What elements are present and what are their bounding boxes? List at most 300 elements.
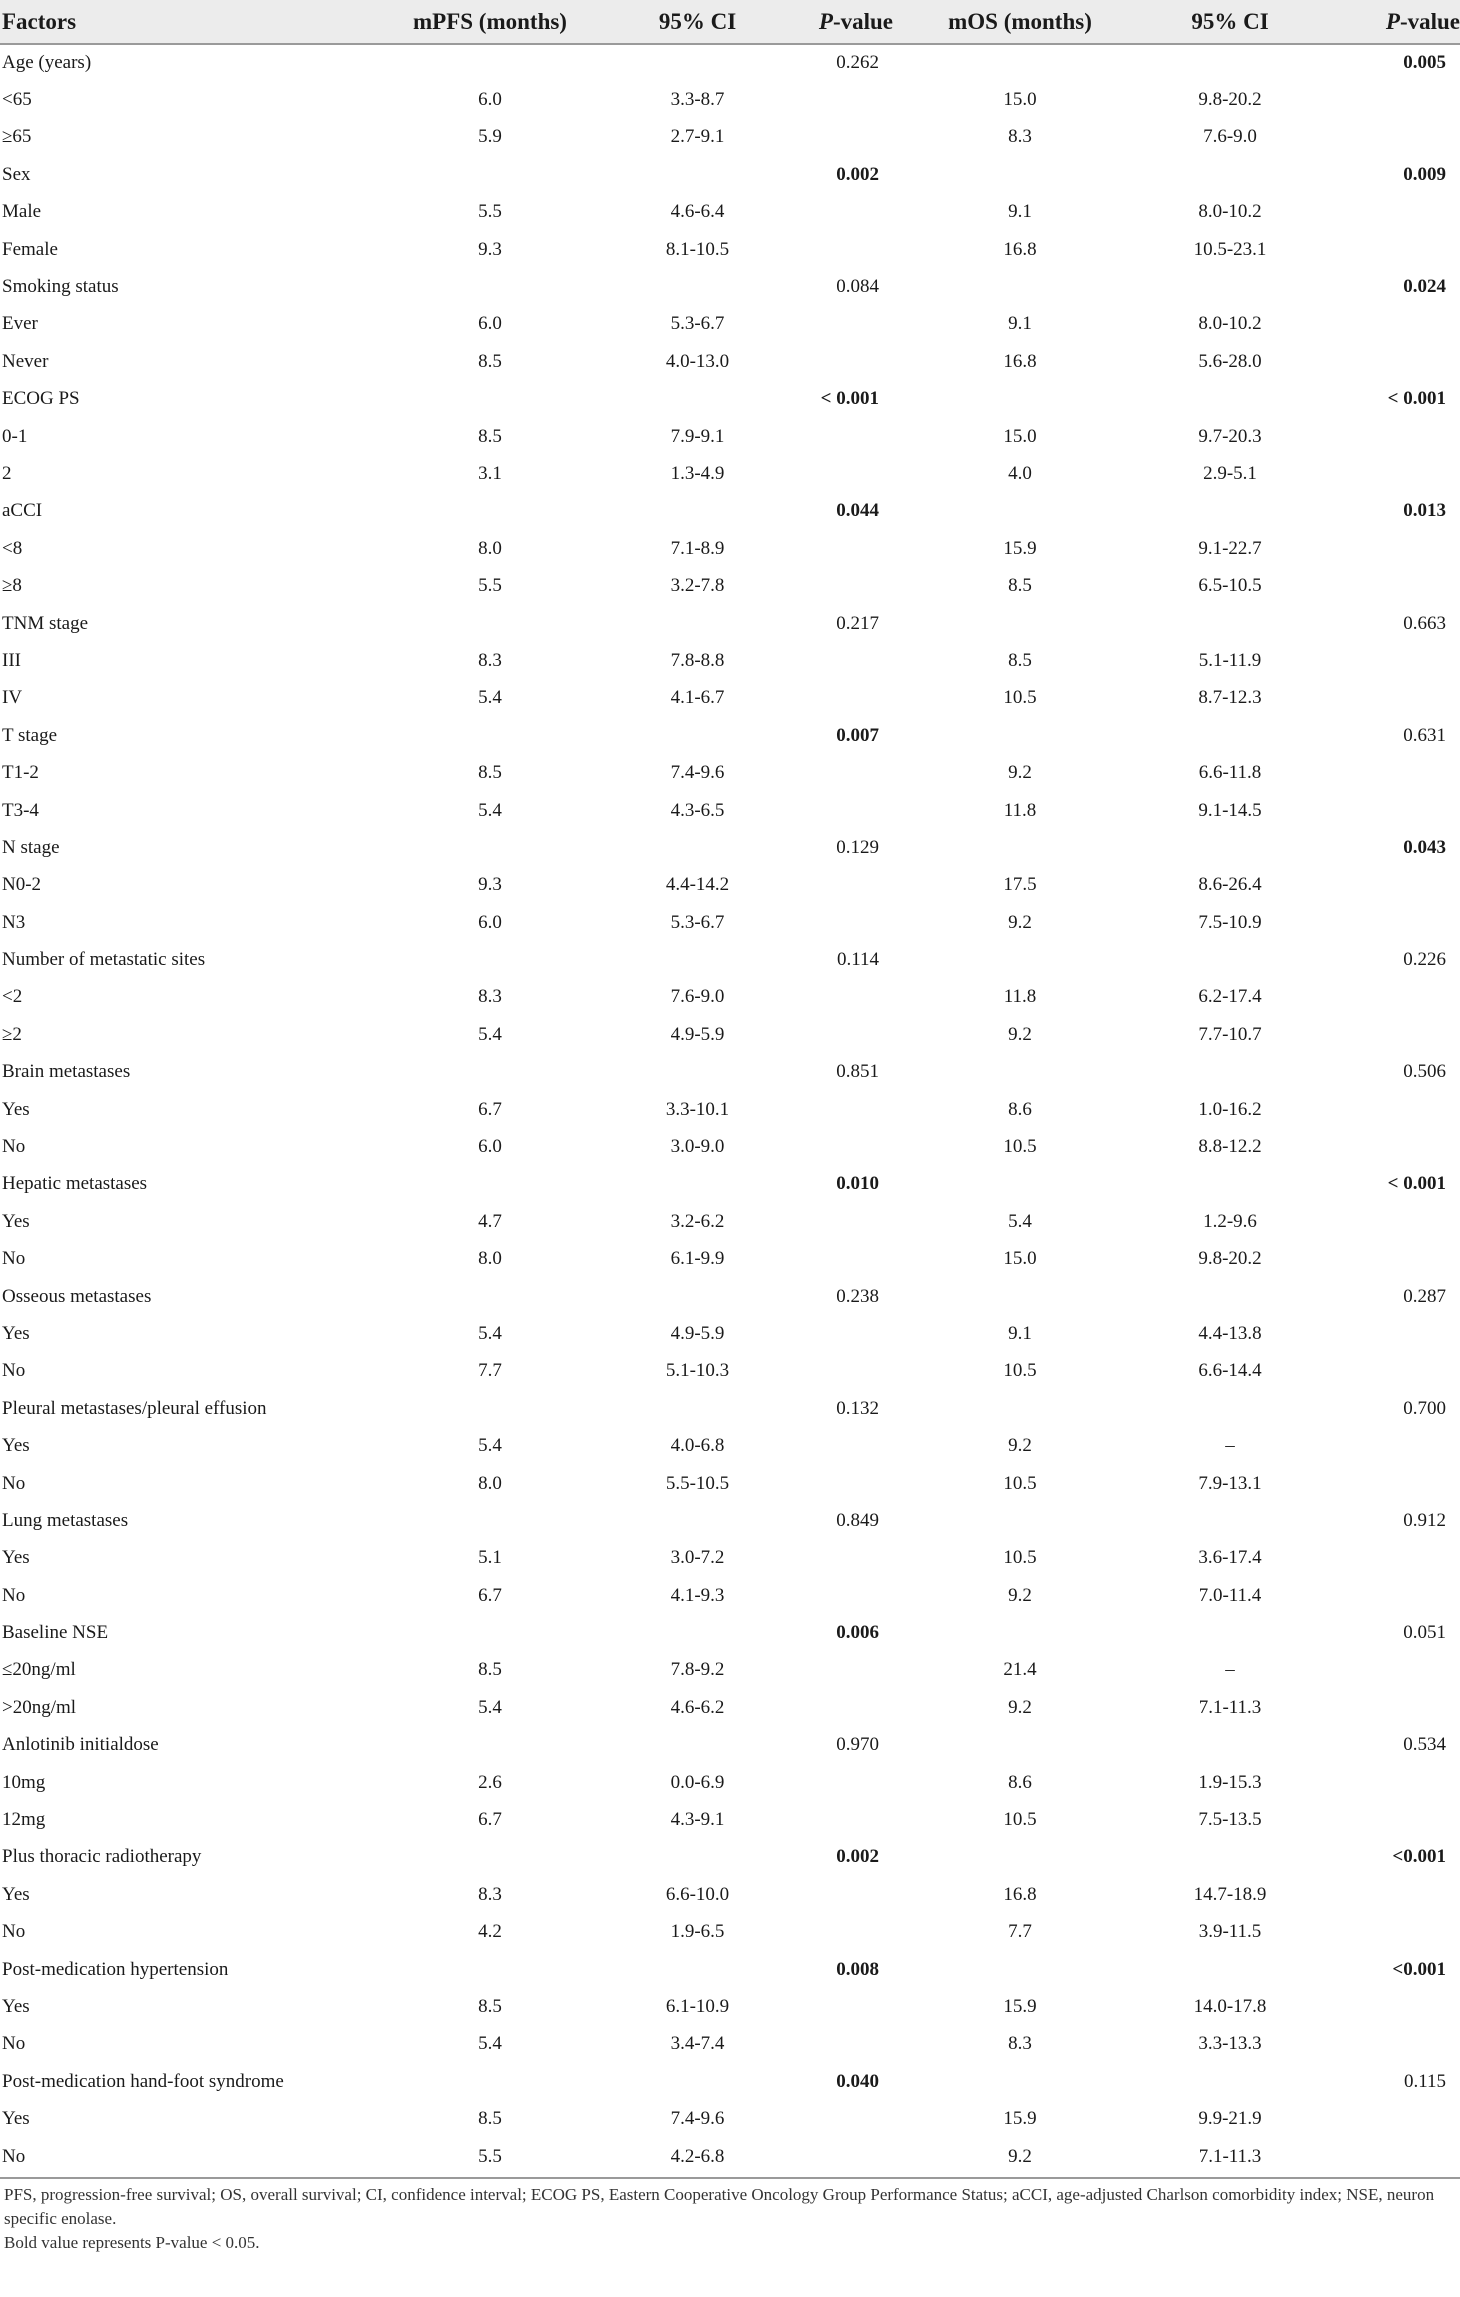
- p-pfs-cell: 0.129: [836, 836, 879, 858]
- p-os-cell: [1315, 1241, 1460, 1278]
- p-os-cell: 0.009: [1403, 163, 1446, 185]
- p-pfs-cell: [780, 754, 895, 791]
- table-row: [0, 605, 1460, 642]
- mos-cell: 10.5: [1003, 1547, 1037, 1569]
- p-os-cell: 0.534: [1403, 1734, 1446, 1756]
- mos-cell: 9.2: [1008, 911, 1032, 933]
- table-row: [0, 1764, 1460, 1801]
- mpfs-cell: [365, 2063, 615, 2100]
- p-os-cell: [1315, 567, 1460, 604]
- table-row: [0, 1801, 1460, 1838]
- p-pfs-cell: [780, 1914, 895, 1951]
- ci-os-cell: 8.0-10.2: [1198, 201, 1262, 223]
- mpfs-cell: 6.7: [478, 1098, 502, 1120]
- factor-cell: Sex: [2, 163, 31, 185]
- p-os-cell: [1315, 1689, 1460, 1726]
- p-pfs-cell: 0.849: [836, 1509, 879, 1531]
- ci-os-cell: 7.9-13.1: [1198, 1472, 1262, 1494]
- mpfs-cell: [365, 268, 615, 305]
- mos-cell: 8.5: [1008, 575, 1032, 597]
- ci-os-cell: 9.7-20.3: [1198, 425, 1262, 447]
- p-pfs-cell: < 0.001: [820, 388, 879, 410]
- factor-cell: 0-1: [2, 425, 28, 447]
- p-pfs-cell: [780, 642, 895, 679]
- p-pfs-cell: 0.238: [836, 1285, 879, 1307]
- table-row: [0, 306, 1460, 343]
- mos-cell: 15.0: [1003, 425, 1037, 447]
- mos-cell: 10.5: [1003, 1136, 1037, 1158]
- mos-cell: 11.8: [1003, 799, 1037, 821]
- ci-os-cell: 5.6-28.0: [1198, 350, 1262, 372]
- ci-os-cell: 9.1-14.5: [1198, 799, 1262, 821]
- table-row: [0, 2026, 1460, 2063]
- ci-os-cell: 10.5-23.1: [1193, 238, 1267, 260]
- factor-cell: Age (years): [2, 52, 92, 74]
- mos-cell: [895, 605, 1145, 642]
- p-pfs-cell: [780, 792, 895, 829]
- ci-pfs-cell: [615, 1614, 780, 1651]
- factor-cell: T3-4: [2, 799, 39, 821]
- p-pfs-cell: [780, 418, 895, 455]
- header-p-os: [1315, 0, 1460, 44]
- table-row: [0, 1315, 1460, 1352]
- mpfs-cell: [365, 1839, 615, 1876]
- mos-cell: [895, 717, 1145, 754]
- mpfs-cell: 4.2: [478, 1921, 502, 1943]
- mos-cell: 15.9: [1003, 2108, 1037, 2130]
- mpfs-cell: 8.3: [478, 1883, 502, 1905]
- ci-pfs-cell: 2.7-9.1: [670, 126, 725, 148]
- ci-os-cell: [1145, 44, 1315, 81]
- ci-pfs-cell: 7.8-9.2: [670, 1659, 725, 1681]
- ci-pfs-cell: [615, 605, 780, 642]
- ci-pfs-cell: 5.5-10.5: [665, 1472, 730, 1494]
- mpfs-cell: 5.4: [478, 687, 502, 709]
- factor-cell: Pleural metastases/pleural effusion: [2, 1397, 267, 1419]
- ci-os-cell: [1145, 1054, 1315, 1091]
- mpfs-cell: [365, 1278, 615, 1315]
- p-pfs-cell: [780, 1652, 895, 1689]
- p-os-cell: [1315, 455, 1460, 492]
- ci-pfs-cell: [615, 1839, 780, 1876]
- ci-os-cell: 8.7-12.3: [1198, 687, 1262, 709]
- p-pfs-cell: 0.007: [836, 724, 879, 746]
- mpfs-cell: [365, 156, 615, 193]
- mpfs-cell: 6.0: [478, 313, 502, 335]
- table-row: [0, 1353, 1460, 1390]
- p-os-cell: [1315, 231, 1460, 268]
- ci-os-cell: 7.1-11.3: [1198, 2145, 1262, 2167]
- ci-os-cell: 3.3-13.3: [1198, 2033, 1262, 2055]
- p-pfs-cell: 0.040: [836, 2070, 879, 2092]
- factor-cell: Post-medication hand-foot syndrome: [2, 2070, 284, 2092]
- table-row: [0, 194, 1460, 231]
- factor-cell: >20ng/ml: [2, 1696, 77, 1718]
- mpfs-cell: 3.1: [478, 462, 502, 484]
- p-pfs-cell: [780, 1876, 895, 1913]
- p-os-cell: [1315, 1914, 1460, 1951]
- p-pfs-cell: [780, 1577, 895, 1614]
- ci-pfs-cell: [615, 1054, 780, 1091]
- factor-cell: TNM stage: [2, 612, 89, 634]
- factor-cell: <65: [2, 89, 32, 111]
- mos-cell: [895, 156, 1145, 193]
- mpfs-cell: [365, 1502, 615, 1539]
- factor-cell: No: [2, 1360, 26, 1382]
- ci-pfs-cell: 8.1-10.5: [665, 238, 730, 260]
- factor-cell: Smoking status: [2, 276, 119, 298]
- ci-pfs-cell: 4.6-6.2: [670, 1696, 725, 1718]
- factor-cell: No: [2, 2145, 26, 2167]
- mpfs-cell: [365, 1614, 615, 1651]
- ci-pfs-cell: 3.3-10.1: [665, 1098, 730, 1120]
- p-pfs-cell: [780, 1353, 895, 1390]
- p-os-cell: [1315, 1465, 1460, 1502]
- factor-cell: Post-medication hypertension: [2, 1958, 229, 1980]
- ci-os-cell: [1145, 941, 1315, 978]
- mpfs-cell: 8.5: [478, 425, 502, 447]
- factor-cell: Yes: [2, 2108, 30, 2130]
- mos-cell: 16.8: [1003, 238, 1037, 260]
- mpfs-cell: 9.3: [478, 874, 502, 896]
- ci-os-cell: [1145, 2063, 1315, 2100]
- table-row: [0, 156, 1460, 193]
- mos-cell: [895, 1502, 1145, 1539]
- mpfs-cell: 5.5: [478, 575, 502, 597]
- mpfs-cell: 6.7: [478, 1809, 502, 1831]
- p-pfs-cell: [780, 1016, 895, 1053]
- ci-os-cell: [1145, 717, 1315, 754]
- table-row: [0, 1390, 1460, 1427]
- mpfs-cell: [365, 605, 615, 642]
- ci-os-cell: 6.2-17.4: [1198, 986, 1262, 1008]
- ci-pfs-cell: 0.0-6.9: [670, 1771, 725, 1793]
- ci-os-cell: 3.9-11.5: [1198, 1921, 1262, 1943]
- table-bottom-rule: [0, 2177, 1460, 2179]
- p-os-cell: 0.051: [1403, 1622, 1446, 1644]
- mpfs-cell: 8.3: [478, 649, 502, 671]
- mos-cell: 7.7: [1008, 1921, 1032, 1943]
- mos-cell: [895, 381, 1145, 418]
- p-pfs-cell: [780, 1465, 895, 1502]
- ci-pfs-cell: [615, 1166, 780, 1203]
- mos-cell: [895, 1839, 1145, 1876]
- p-pfs-cell: [780, 1427, 895, 1464]
- p-pfs-cell: [780, 81, 895, 118]
- p-pfs-cell: [780, 1764, 895, 1801]
- mos-cell: 9.2: [1008, 762, 1032, 784]
- p-os-cell: [1315, 792, 1460, 829]
- p-os-cell: [1315, 2100, 1460, 2137]
- ci-pfs-cell: 1.9-6.5: [670, 1921, 725, 1943]
- mpfs-cell: 5.4: [478, 1696, 502, 1718]
- mpfs-cell: 6.0: [478, 1136, 502, 1158]
- mpfs-cell: 8.0: [478, 1472, 502, 1494]
- ci-pfs-cell: 3.0-7.2: [670, 1547, 725, 1569]
- table-row: [0, 1465, 1460, 1502]
- p-os-cell: 0.663: [1403, 612, 1446, 634]
- ci-pfs-cell: 4.2-6.8: [670, 2145, 725, 2167]
- mos-cell: [895, 1054, 1145, 1091]
- mos-cell: 9.1: [1008, 1322, 1032, 1344]
- factor-cell: No: [2, 1472, 26, 1494]
- ci-pfs-cell: 4.9-5.9: [670, 1322, 725, 1344]
- factor-cell: Plus thoracic radiotherapy: [2, 1846, 202, 1868]
- factor-cell: Yes: [2, 1883, 30, 1905]
- p-pfs-cell: [780, 530, 895, 567]
- ci-pfs-cell: 4.0-13.0: [665, 350, 730, 372]
- p-pfs-cell: [780, 904, 895, 941]
- mos-cell: [895, 829, 1145, 866]
- p-os-cell: <0.001: [1392, 1958, 1446, 1980]
- p-pfs-cell: [780, 680, 895, 717]
- ci-pfs-cell: [615, 381, 780, 418]
- mpfs-cell: [365, 381, 615, 418]
- p-pfs-cell: [780, 1988, 895, 2025]
- table-row: [0, 493, 1460, 530]
- mos-cell: [895, 493, 1145, 530]
- p-os-cell: < 0.001: [1387, 1173, 1446, 1195]
- ci-pfs-cell: 5.3-6.7: [670, 911, 725, 933]
- ci-pfs-cell: 6.6-10.0: [665, 1883, 730, 1905]
- mpfs-cell: 5.4: [478, 1322, 502, 1344]
- p-os-cell: 0.013: [1403, 500, 1446, 522]
- p-os-cell: [1315, 1764, 1460, 1801]
- p-pfs-cell: 0.044: [836, 500, 879, 522]
- ci-pfs-cell: 3.2-6.2: [670, 1210, 725, 1232]
- mos-cell: 10.5: [1003, 1360, 1037, 1382]
- mpfs-cell: 5.9: [478, 126, 502, 148]
- table-footnote: [4, 2183, 1456, 2255]
- ci-pfs-cell: 1.3-4.9: [670, 462, 725, 484]
- ci-os-cell: 9.9-21.9: [1198, 2108, 1262, 2130]
- table-row: [0, 1016, 1460, 1053]
- p-pfs-cell: [780, 1540, 895, 1577]
- p-pfs-cell: 0.002: [836, 163, 879, 185]
- header-ci-os: 95% CI: [1145, 0, 1315, 44]
- p-os-cell: 0.631: [1403, 724, 1446, 746]
- table-row: [0, 2138, 1460, 2175]
- table-row: [0, 1203, 1460, 1240]
- p-pfs-cell: 0.008: [836, 1958, 879, 1980]
- table-row: [0, 1166, 1460, 1203]
- factor-cell: No: [2, 1921, 26, 1943]
- ci-os-cell: 6.6-11.8: [1198, 762, 1262, 784]
- ci-pfs-cell: 4.4-14.2: [665, 874, 730, 896]
- ci-os-cell: 3.6-17.4: [1198, 1547, 1262, 1569]
- p-os-cell: 0.912: [1403, 1509, 1446, 1531]
- factor-cell: 2: [2, 462, 12, 484]
- mos-cell: [895, 1390, 1145, 1427]
- p-pfs-cell: 0.970: [836, 1734, 879, 1756]
- mos-cell: 9.2: [1008, 1435, 1032, 1457]
- p-os-cell: 0.005: [1403, 52, 1446, 74]
- ci-os-cell: 4.4-13.8: [1198, 1322, 1262, 1344]
- ci-os-cell: 7.6-9.0: [1203, 126, 1257, 148]
- table-row: [0, 1876, 1460, 1913]
- table-row: [0, 2063, 1460, 2100]
- mpfs-cell: 5.4: [478, 2033, 502, 2055]
- mos-cell: 9.2: [1008, 1696, 1032, 1718]
- table-row: [0, 119, 1460, 156]
- table-row: [0, 829, 1460, 866]
- p-os-cell: 0.506: [1403, 1061, 1446, 1083]
- table-row: [0, 1278, 1460, 1315]
- mpfs-cell: [365, 1390, 615, 1427]
- factor-cell: ≥8: [2, 575, 22, 597]
- header-p-pfs: [780, 0, 895, 44]
- mpfs-cell: 2.6: [478, 1771, 502, 1793]
- p-pfs-cell: [780, 1801, 895, 1838]
- ci-os-cell: [1145, 1390, 1315, 1427]
- p-pfs-cell: 0.217: [836, 612, 879, 634]
- table-row: [0, 1128, 1460, 1165]
- p-pfs-cell: [780, 455, 895, 492]
- ci-pfs-cell: 5.1-10.3: [665, 1360, 730, 1382]
- ci-pfs-cell: [615, 829, 780, 866]
- p-pfs-cell: [780, 867, 895, 904]
- ci-os-cell: [1145, 1502, 1315, 1539]
- mpfs-cell: 8.0: [478, 537, 502, 559]
- p-pfs-cell: 0.006: [836, 1622, 879, 1644]
- ci-os-cell: [1145, 1727, 1315, 1764]
- p-os-cell: <0.001: [1392, 1846, 1446, 1868]
- mos-cell: 9.2: [1008, 1023, 1032, 1045]
- table-row: [0, 418, 1460, 455]
- mos-cell: 8.6: [1008, 1098, 1032, 1120]
- ci-pfs-cell: 4.6-6.4: [670, 201, 725, 223]
- table-row: [0, 455, 1460, 492]
- mos-cell: [895, 1278, 1145, 1315]
- table-row: [0, 268, 1460, 305]
- p-pfs-cell: [780, 343, 895, 380]
- ci-os-cell: 7.5-13.5: [1198, 1809, 1262, 1831]
- ci-os-cell: 7.0-11.4: [1198, 1584, 1262, 1606]
- p-os-cell: [1315, 194, 1460, 231]
- ci-os-cell: 14.0-17.8: [1193, 1996, 1267, 2017]
- factor-cell: Yes: [2, 1435, 30, 1457]
- p-os-cell: [1315, 418, 1460, 455]
- mpfs-cell: 8.3: [478, 986, 502, 1008]
- ci-os-cell: [1145, 829, 1315, 866]
- factor-cell: Lung metastases: [2, 1509, 129, 1531]
- ci-pfs-cell: 7.4-9.6: [670, 762, 725, 784]
- mpfs-cell: [365, 1054, 615, 1091]
- ci-pfs-cell: 7.8-8.8: [670, 649, 725, 671]
- ci-pfs-cell: [615, 941, 780, 978]
- mos-cell: 8.5: [1008, 649, 1032, 671]
- ci-pfs-cell: 6.1-10.9: [665, 1996, 730, 2017]
- p-pfs-cell: [780, 979, 895, 1016]
- ci-os-cell: [1145, 1166, 1315, 1203]
- mos-cell: 9.1: [1008, 201, 1032, 223]
- ci-os-cell: 8.8-12.2: [1198, 1136, 1262, 1158]
- ci-pfs-cell: 4.1-6.7: [670, 687, 725, 709]
- footnote-bold-note: Bold value represents P-value < 0.05.: [4, 2233, 260, 2252]
- table-row: [0, 1839, 1460, 1876]
- mpfs-cell: 5.5: [478, 201, 502, 223]
- table-row: [0, 1988, 1460, 2025]
- p-pfs-cell: [780, 567, 895, 604]
- mos-cell: 10.5: [1003, 687, 1037, 709]
- factor-cell: No: [2, 1584, 26, 1606]
- p-pfs-cell: [780, 1241, 895, 1278]
- p-os-cell: [1315, 979, 1460, 1016]
- mos-cell: 9.2: [1008, 2145, 1032, 2167]
- ci-pfs-cell: 4.1-9.3: [670, 1584, 725, 1606]
- mpfs-cell: 4.7: [478, 1210, 502, 1232]
- mpfs-cell: 8.5: [478, 1996, 502, 2017]
- ci-pfs-cell: 3.3-8.7: [670, 89, 725, 111]
- ci-os-cell: [1145, 381, 1315, 418]
- ci-pfs-cell: 4.9-5.9: [670, 1023, 725, 1045]
- table-row: [0, 1727, 1460, 1764]
- mos-cell: 8.6: [1008, 1771, 1032, 1793]
- mpfs-cell: 5.4: [478, 799, 502, 821]
- p-os-cell: [1315, 530, 1460, 567]
- p-os-cell: [1315, 680, 1460, 717]
- ci-os-cell: 6.6-14.4: [1198, 1360, 1262, 1382]
- mpfs-cell: [365, 1951, 615, 1988]
- factor-cell: Brain metastases: [2, 1061, 131, 1083]
- header-ci-pfs: 95% CI: [615, 0, 780, 44]
- ci-os-cell: [1145, 1839, 1315, 1876]
- p-pfs-cell: [780, 1203, 895, 1240]
- table-row: [0, 642, 1460, 679]
- p-pfs-cell: [780, 1091, 895, 1128]
- factor-cell: Ever: [2, 313, 38, 335]
- ci-pfs-cell: 7.4-9.6: [670, 2108, 725, 2130]
- p-os-cell: [1315, 1128, 1460, 1165]
- factor-cell: IV: [2, 687, 23, 709]
- ci-pfs-cell: 4.3-6.5: [670, 799, 725, 821]
- factor-cell: Yes: [2, 1996, 30, 2017]
- ci-pfs-cell: [615, 493, 780, 530]
- ci-pfs-cell: [615, 44, 780, 81]
- factor-cell: Baseline NSE: [2, 1622, 109, 1644]
- p-pfs-cell: [780, 2026, 895, 2063]
- factor-cell: N3: [2, 911, 26, 933]
- ci-os-cell: 8.6-26.4: [1198, 874, 1262, 896]
- ci-pfs-cell: [615, 1390, 780, 1427]
- factor-cell: Yes: [2, 1547, 30, 1569]
- mpfs-cell: [365, 44, 615, 81]
- p-os-cell: [1315, 343, 1460, 380]
- factor-cell: Male: [2, 201, 42, 223]
- mos-cell: 5.4: [1008, 1210, 1032, 1232]
- mos-cell: 15.9: [1003, 537, 1037, 559]
- mpfs-cell: 5.5: [478, 2145, 502, 2167]
- table-row: [0, 1914, 1460, 1951]
- table-row: [0, 231, 1460, 268]
- factor-cell: No: [2, 2033, 26, 2055]
- p-os-cell: 0.700: [1403, 1397, 1446, 1419]
- mos-cell: 9.2: [1008, 1584, 1032, 1606]
- factor-cell: Hepatic metastases: [2, 1173, 148, 1195]
- ci-pfs-cell: 4.3-9.1: [670, 1809, 725, 1831]
- mpfs-cell: [365, 829, 615, 866]
- table-row: [0, 941, 1460, 978]
- p-pfs-cell: 0.132: [836, 1397, 879, 1419]
- mos-cell: 9.1: [1008, 313, 1032, 335]
- factor-cell: T1-2: [2, 762, 39, 784]
- table-row: [0, 1577, 1460, 1614]
- factor-cell: Anlotinib initialdose: [2, 1734, 159, 1756]
- mos-cell: 16.8: [1003, 1883, 1037, 1905]
- p-pfs-cell: [780, 1315, 895, 1352]
- factor-cell: ≥65: [2, 126, 32, 148]
- mos-cell: [895, 2063, 1145, 2100]
